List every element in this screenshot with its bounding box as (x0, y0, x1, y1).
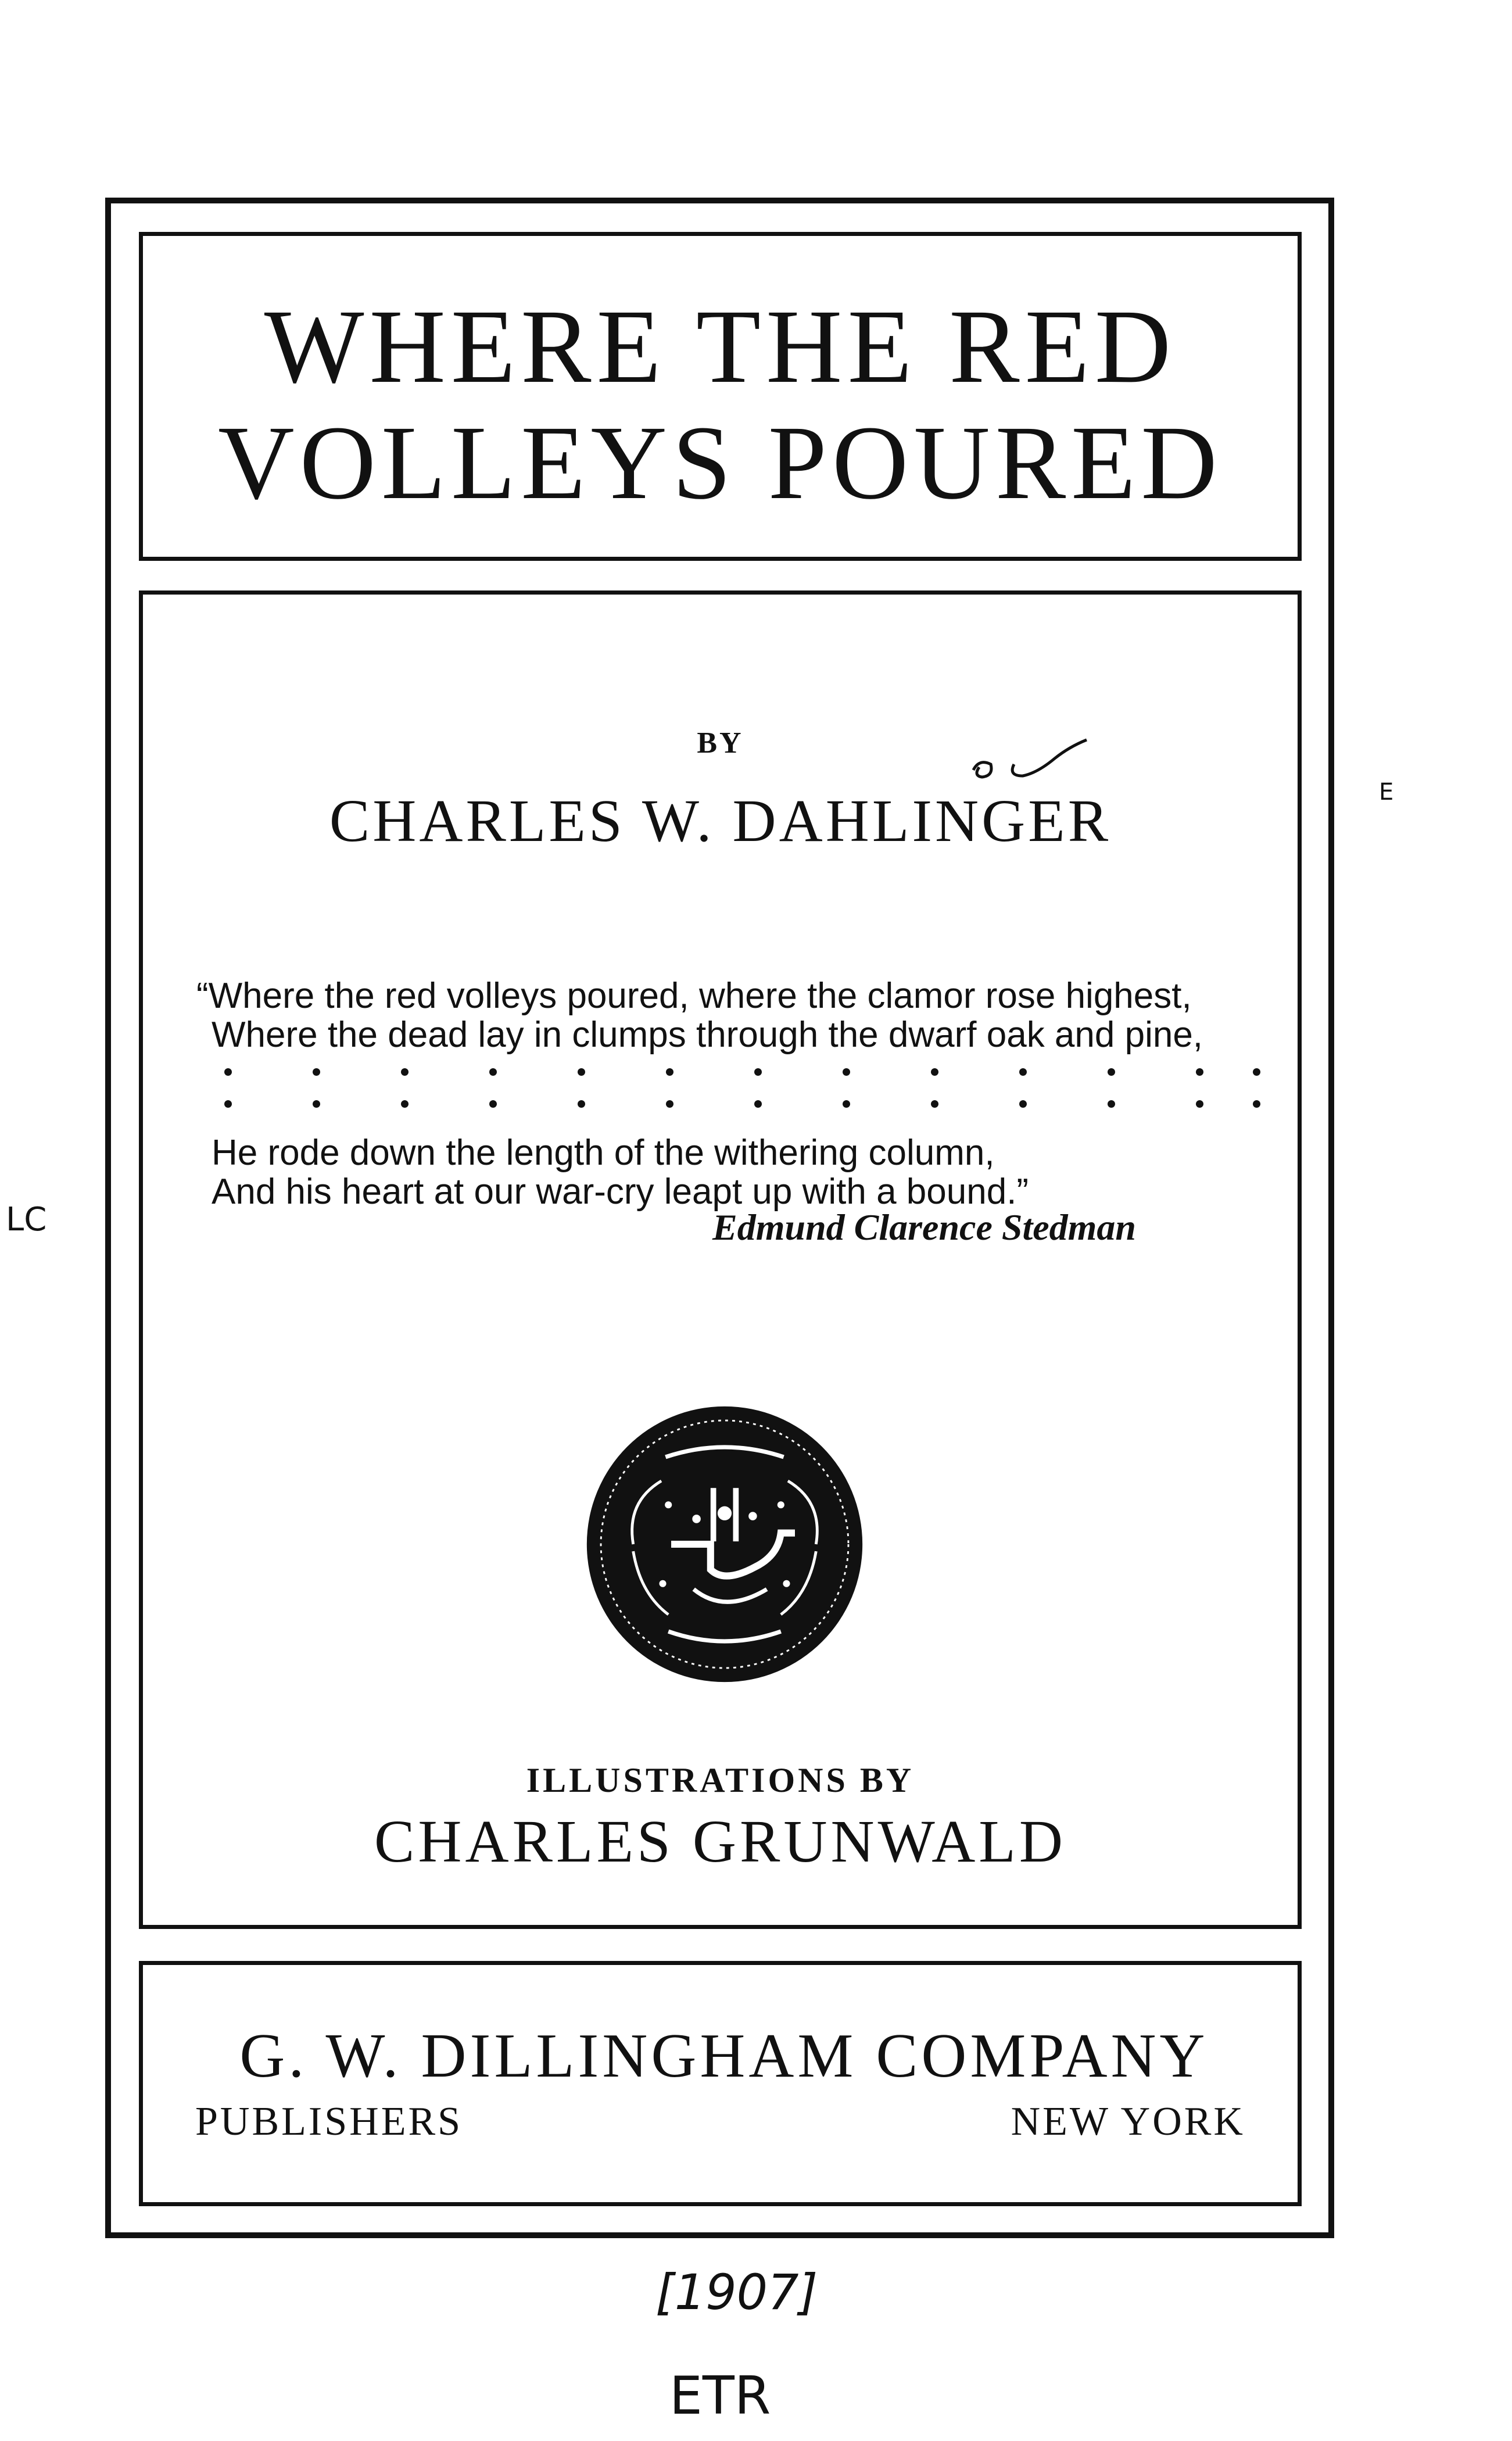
by-label: BY (697, 726, 744, 760)
handwritten-margin-note: E (1379, 779, 1394, 806)
epigraph-line: “Where the red volleys poured, where the clamor rose highest, (196, 976, 1192, 1016)
title-box (139, 232, 1302, 561)
illustrator-name: CHARLES GRUNWALD (374, 1808, 1066, 1875)
author-name: CHARLES W. DAHLINGER (329, 788, 1112, 854)
epigraph-line: Where the dead lay in clumps through the dwarf oak and pine, (212, 1015, 1203, 1055)
body-box (139, 590, 1302, 1929)
book-title-line-1: WHERE THE RED (264, 288, 1177, 405)
handwritten-margin-note: LC (6, 1201, 47, 1239)
ellipsis-dots-row (224, 1068, 1259, 1080)
publisher-role: PUBLISHERS (195, 2099, 463, 2144)
handwritten-code: ETR (669, 2365, 771, 2426)
publisher-box (139, 1961, 1302, 2206)
epigraph-line: He rode down the length of the withering column, (212, 1133, 995, 1173)
publisher-seal-icon (584, 1404, 865, 1685)
handwritten-mark-icon (968, 735, 1101, 788)
handwritten-year: [1907] (655, 2264, 818, 2321)
epigraph-line: And his heart at our war-cry leapt up with a bound.” (212, 1172, 1029, 1212)
illustrations-label: ILLUSTRATIONS BY (526, 1761, 915, 1799)
book-title-line-2: VOLLEYS POURED (218, 405, 1223, 521)
epigraph-attribution: Edmund Clarence Stedman (712, 1207, 1136, 1248)
publisher-name: G. W. DILLINGHAM COMPANY (239, 2021, 1209, 2091)
publisher-city: NEW YORK (1011, 2099, 1245, 2144)
ellipsis-dots-row (224, 1100, 1259, 1112)
